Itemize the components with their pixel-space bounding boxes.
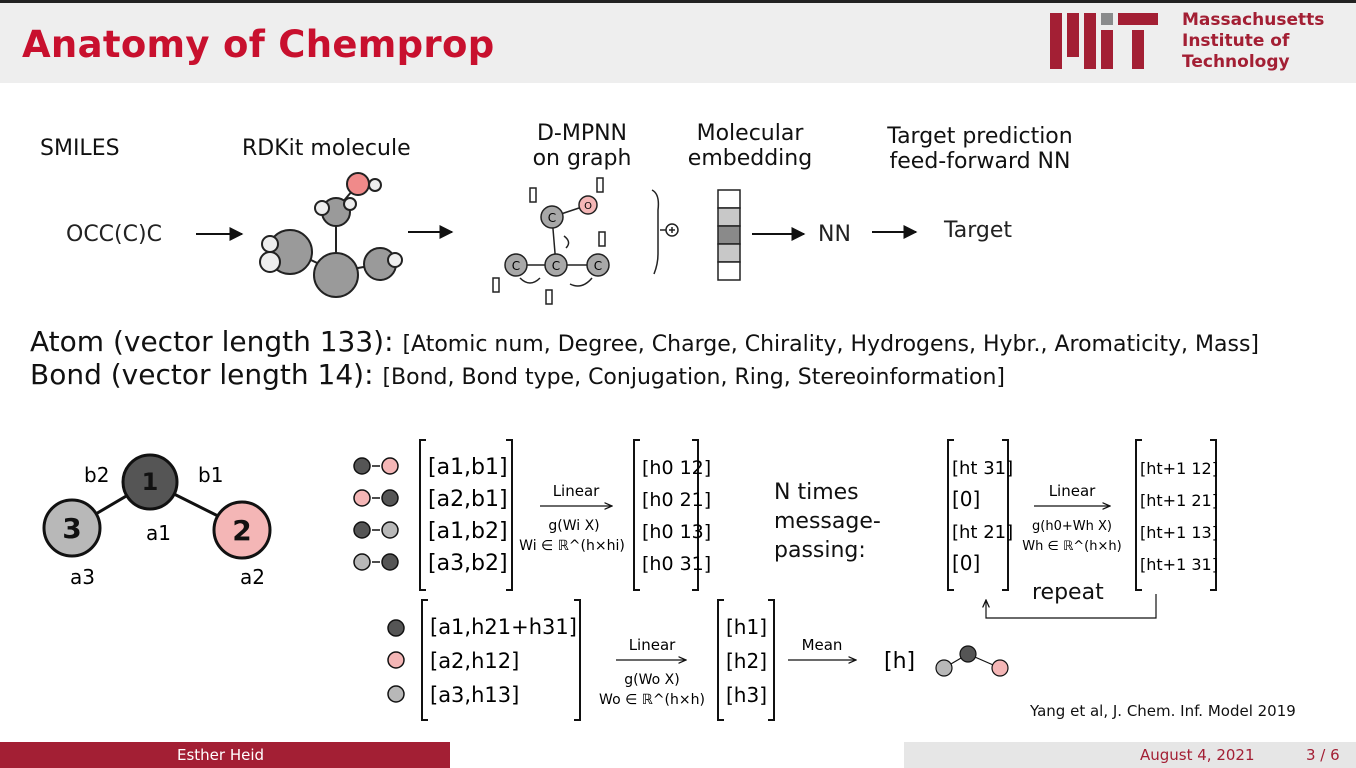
g-wo-label: g(Wo X) <box>624 672 680 688</box>
graph-atom-o: O <box>584 201 592 212</box>
htp-row-3: [ht+1 13] <box>1140 523 1218 542</box>
dmpnn-label-line1: D-MPNN <box>536 121 628 146</box>
h-row-1: [h1] <box>726 615 768 639</box>
n-times-line3: passing: <box>774 538 866 563</box>
mit-line-3: Technology <box>1182 52 1290 72</box>
embedding-label-line2: embedding <box>687 146 813 171</box>
readout-atom-icons <box>388 620 404 702</box>
mean-label: Mean <box>801 636 843 654</box>
bond-feature-heading: Bond (vector length 14): <box>30 358 374 391</box>
wi-dim-label: Wi ∈ ℝ^(h×hi) <box>519 538 625 554</box>
n-times-message-passing <box>774 478 881 565</box>
h0-row-1: [h0 12] <box>642 457 712 479</box>
repeat-label: repeat <box>1032 580 1104 605</box>
slide-title: Anatomy of Chemprop <box>22 23 495 66</box>
atom-feature-heading: Atom (vector length 133): <box>30 325 394 358</box>
atom-1-number: 1 <box>141 468 159 496</box>
footer-date-bar <box>904 742 1356 768</box>
smiles-label: SMILES <box>40 136 120 161</box>
mit-logo-icon <box>1050 11 1160 71</box>
ht-row-2: [0] <box>952 487 981 511</box>
footer-middle-bar <box>450 742 904 768</box>
wh-dim-label: Wh ∈ ℝ^(h×h) <box>1022 539 1122 554</box>
readout-row-1: [a1,h21+h31] <box>430 615 577 639</box>
h0-row-4: [h0 31] <box>642 553 712 575</box>
footer-date: August 4, 2021 <box>1140 746 1255 764</box>
dmpnn-label-line2: on graph <box>532 146 632 171</box>
ht-row-3: [ht 21] <box>952 522 1014 543</box>
mit-line-2: Institute of <box>1182 31 1290 51</box>
bond-b1-label: b1 <box>198 463 224 487</box>
mit-wordmark <box>1182 10 1324 73</box>
mit-line-1: Massachusetts <box>1182 10 1325 30</box>
citation: Yang et al, J. Chem. Inf. Model 2019 <box>1030 702 1296 720</box>
linear-label-2: Linear <box>1048 482 1096 500</box>
bond-pair-icons <box>354 458 398 570</box>
atom-a1-label: a1 <box>146 521 171 545</box>
wo-dim-label: Wo ∈ ℝ^(h×h) <box>599 692 705 708</box>
target-label-line2: feed-forward NN <box>889 149 1071 174</box>
atom-a3-label: a3 <box>70 565 95 589</box>
footer-page-number: 3 / 6 <box>1306 746 1340 764</box>
dmpnn-graph-icon <box>493 178 609 304</box>
linear-label-1: Linear <box>552 482 600 500</box>
embedding-vector-icon <box>718 190 740 280</box>
atom-2-number: 2 <box>232 514 252 547</box>
h-row-3: [h3] <box>726 683 768 707</box>
htp-row-1: [ht+1 12] <box>1140 459 1218 478</box>
linear-label-3: Linear <box>628 636 676 654</box>
rdkit-molecule-icon <box>260 173 402 297</box>
graph-atom-c3: C <box>551 259 561 273</box>
bond-feature-row <box>30 359 1005 394</box>
small-molecule-icon <box>936 646 1008 676</box>
input-row-4: [a3,b2] <box>428 551 508 576</box>
example-molecule-diagram <box>20 440 320 600</box>
n-times-line1: N times <box>774 480 859 505</box>
message-passing-diagram <box>340 432 1240 732</box>
input-row-3: [a1,b2] <box>428 519 508 544</box>
readout-row-2: [a2,h12] <box>430 649 520 673</box>
readout-row-3: [a3,h13] <box>430 683 520 707</box>
htp-row-4: [ht+1 31] <box>1140 555 1218 574</box>
atom-feature-row <box>30 326 1259 361</box>
embedding-label-line1: Molecular <box>696 121 804 146</box>
g-wx-label: g(Wi X) <box>548 518 600 534</box>
graph-atom-c4: C <box>593 259 603 273</box>
rdkit-label: RDKit molecule <box>242 136 411 161</box>
g-update-label: g(h0+Wh X) <box>1032 519 1112 534</box>
atom-3-number: 3 <box>62 512 82 545</box>
graph-atom-c2: C <box>511 259 521 273</box>
atom-a2-label: a2 <box>240 565 265 589</box>
n-times-line2: message- <box>774 509 881 534</box>
target-text: Target <box>944 218 1013 243</box>
input-row-1: [a1,b1] <box>428 455 508 480</box>
graph-atom-c1: C <box>547 211 557 225</box>
h-final: [h] <box>884 649 916 674</box>
slide-header <box>0 3 1356 83</box>
h-row-2: [h2] <box>726 649 768 673</box>
atom-feature-list: [Atomic num, Degree, Charge, Chirality, Hydrogens, Hybr., Aromaticity, Mass] <box>402 332 1260 357</box>
h0-row-2: [h0 21] <box>642 489 712 511</box>
footer-author-bar <box>0 742 450 768</box>
h0-row-3: [h0 13] <box>642 521 712 543</box>
pipeline-diagram <box>0 160 1356 310</box>
ht-row-4: [0] <box>952 551 981 575</box>
footer-author: Esther Heid <box>177 746 265 764</box>
bond-b2-label: b2 <box>84 463 110 487</box>
input-row-2: [a2,b1] <box>428 487 508 512</box>
target-label-line1: Target prediction <box>887 124 1073 149</box>
nn-text: NN <box>818 222 851 247</box>
bond-feature-list: [Bond, Bond type, Conjugation, Ring, Stereoinformation] <box>382 365 1005 390</box>
smiles-value: OCC(C)C <box>66 222 162 247</box>
ht-row-1: [ht 31] <box>952 458 1014 479</box>
htp-row-2: [ht+1 21] <box>1140 491 1218 510</box>
sum-aggregation-icon <box>652 190 678 274</box>
